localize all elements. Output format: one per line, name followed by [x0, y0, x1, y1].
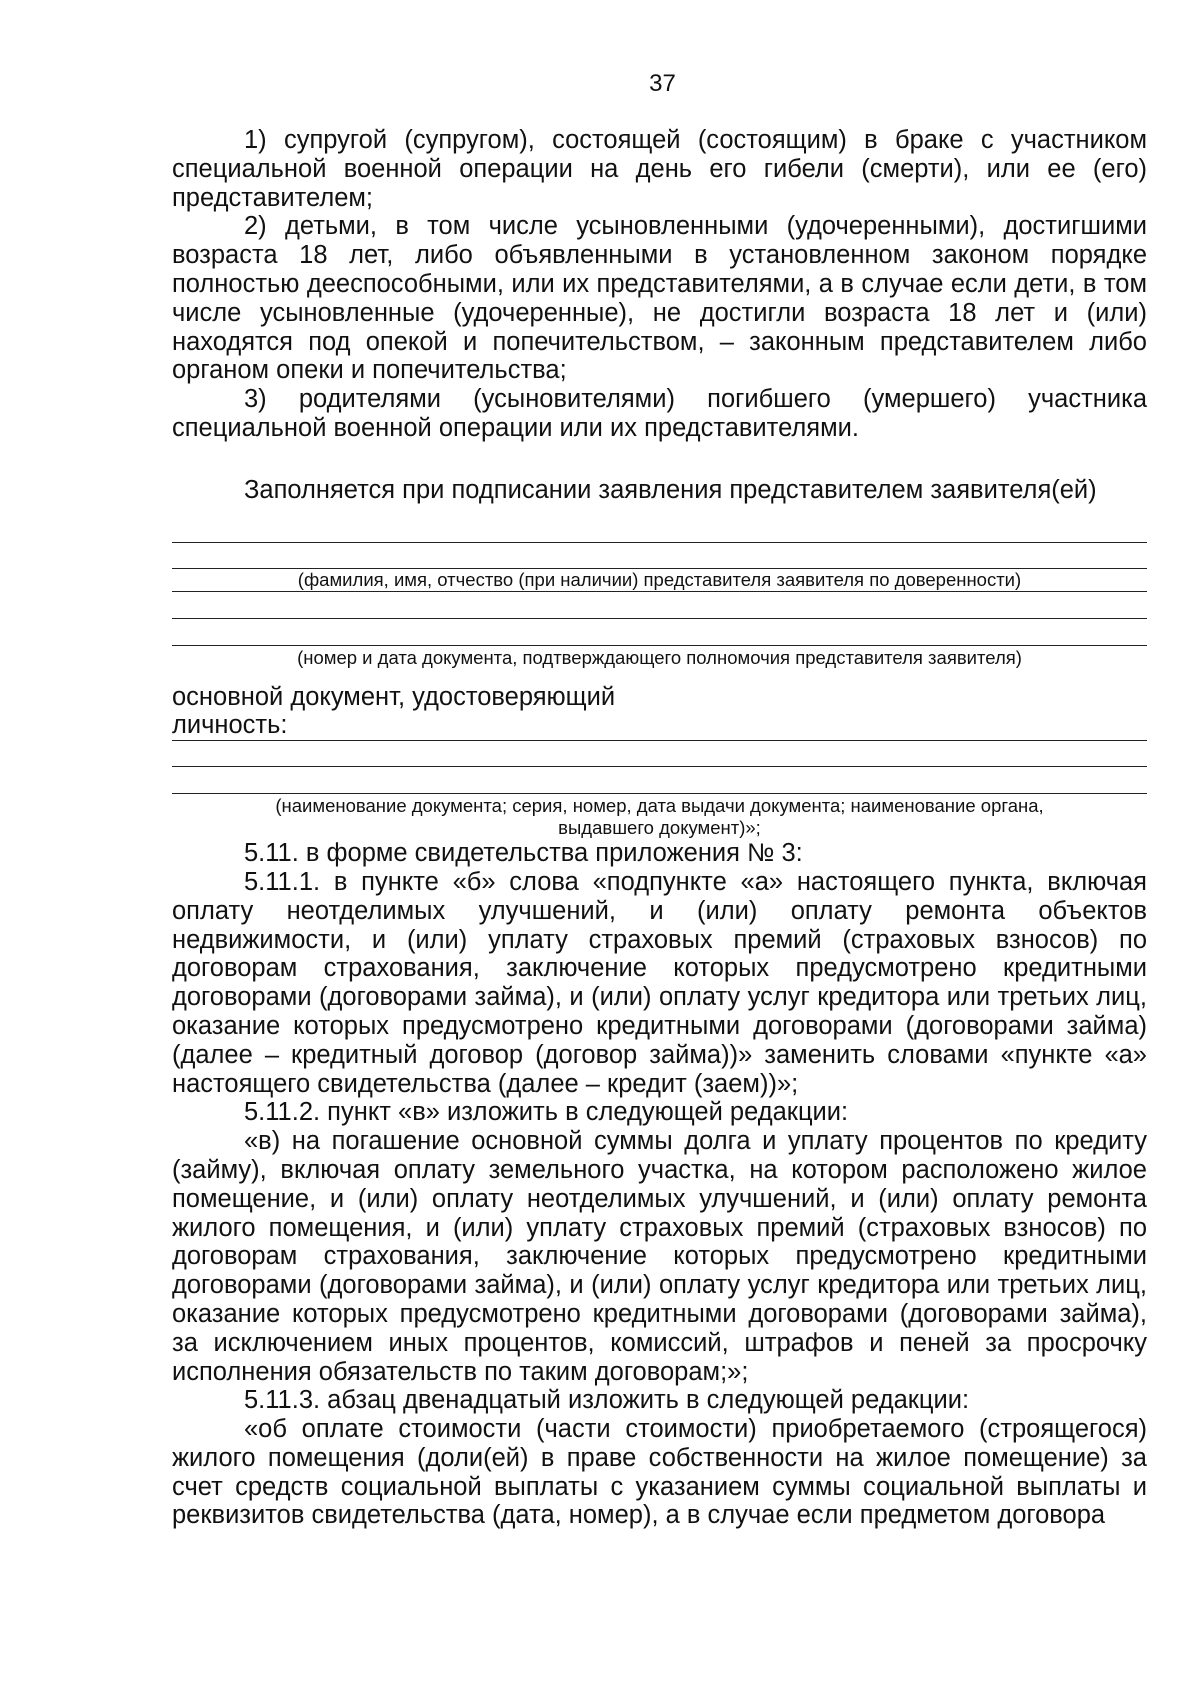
representative-heading: Заполняется при подписании заявления представителем заявителя(ей): [244, 475, 1097, 504]
paragraph-parents: 3) родителями (усыновителями) погибшего (умершего) участника специальной военной операции или их представителями.: [172, 385, 1147, 442]
caption-authority-document: (номер и дата документа, подтверждающего полномочия представителя заявителя): [297, 646, 1022, 668]
fill-line-document-2: [172, 645, 1147, 646]
fill-line-id-2: [172, 793, 1147, 794]
paragraph-point-v: «в) на погашение основной суммы долга и уплату процентов по кредиту (займу), включая оплату земельного участка, на котором расположено жилое помещение, и (или) оплату неотделимых улучшений, и (или) оплату ремонта жилого помещения, и (или) уплату страховых премий (страховых взносов) по договорам страхования, заключение которых предусмотрено кредитными договорами (договорами займа), и (или) оплату услуг кредитора или третьих лиц, оказание которых предусмотрено кредитными договорами (договорами займа), за исключением иных процентов, комиссий, штрафов и пеней за просрочку исполнения обязательств по таким договорам;»;: [172, 1127, 1147, 1386]
document-body: [172, 126, 1147, 1530]
paragraph-5-11-3: 5.11.3. абзац двенадцатый изложить в следующей редакции:: [244, 1386, 970, 1415]
paragraph-spouse: 1) супругой (супругом), состоящей (состоящим) в браке с участником специальной военной операции на день его гибели (смерти), или ее (его) представителем;: [172, 126, 1147, 212]
paragraph-children: 2) детьми, в том числе усыновленными (удочеренными), достигшими возраста 18 лет, либо объявленными в установленном законом порядке полностью дееспособными, или их представителями, а в случае если дети, в том числе усыновленные (удочеренные), не достигли возраста 18 лет и (или) находятся под опекой и попечительством, – законным представителем либо органом опеки и попечительства;: [172, 212, 1147, 385]
caption-id-document-line1: (наименование документа; серия, номер, дата выдачи документа; наименование органа,: [275, 795, 1044, 817]
page-number: 37: [649, 70, 676, 97]
paragraph-5-11-1: 5.11.1. в пункте «б» слова «подпункте «а» настоящего пункта, включая оплату неотделимых улучшений, и (или) оплату ремонта объектов недвижимости, и (или) уплату страховых премий (страховых взносов) по договорам страхования, заключение которых предусмотрено кредитными договорами (договорами займа), и (или) оплату услуг кредитора или третьих лиц, оказание которых предусмотрено кредитными договорами (договорами займа) (далее – кредитный договор (договор займа))» заменить словами «пункте «а» настоящего свидетельства (далее – кредит (заем))»;: [172, 867, 1147, 1098]
paragraph-5-11-2: 5.11.2. пункт «в» изложить в следующей редакции:: [244, 1098, 849, 1127]
id-document-label-line1: основной документ, удостоверяющий: [172, 682, 616, 711]
id-document-label-line2: личность:: [172, 711, 1147, 741]
caption-representative-name: (фамилия, имя, отчество (при наличии) представителя заявителя по доверенности): [172, 568, 1147, 592]
paragraph-payment: «об оплате стоимости (части стоимости) приобретаемого (строящегося) жилого помещения (доли(ей) в праве собственности на жилое помещение) за счет средств социальной выплаты с указанием суммы социальной выплаты и реквизитов свидетельства (дата, номер), а в случае если предметом договора: [172, 1415, 1147, 1530]
representative-form: [172, 505, 1147, 840]
caption-id-document-line2: выдавшего документ)»;: [558, 817, 761, 839]
paragraph-5-11: 5.11. в форме свидетельства приложения № 3:: [244, 839, 803, 868]
